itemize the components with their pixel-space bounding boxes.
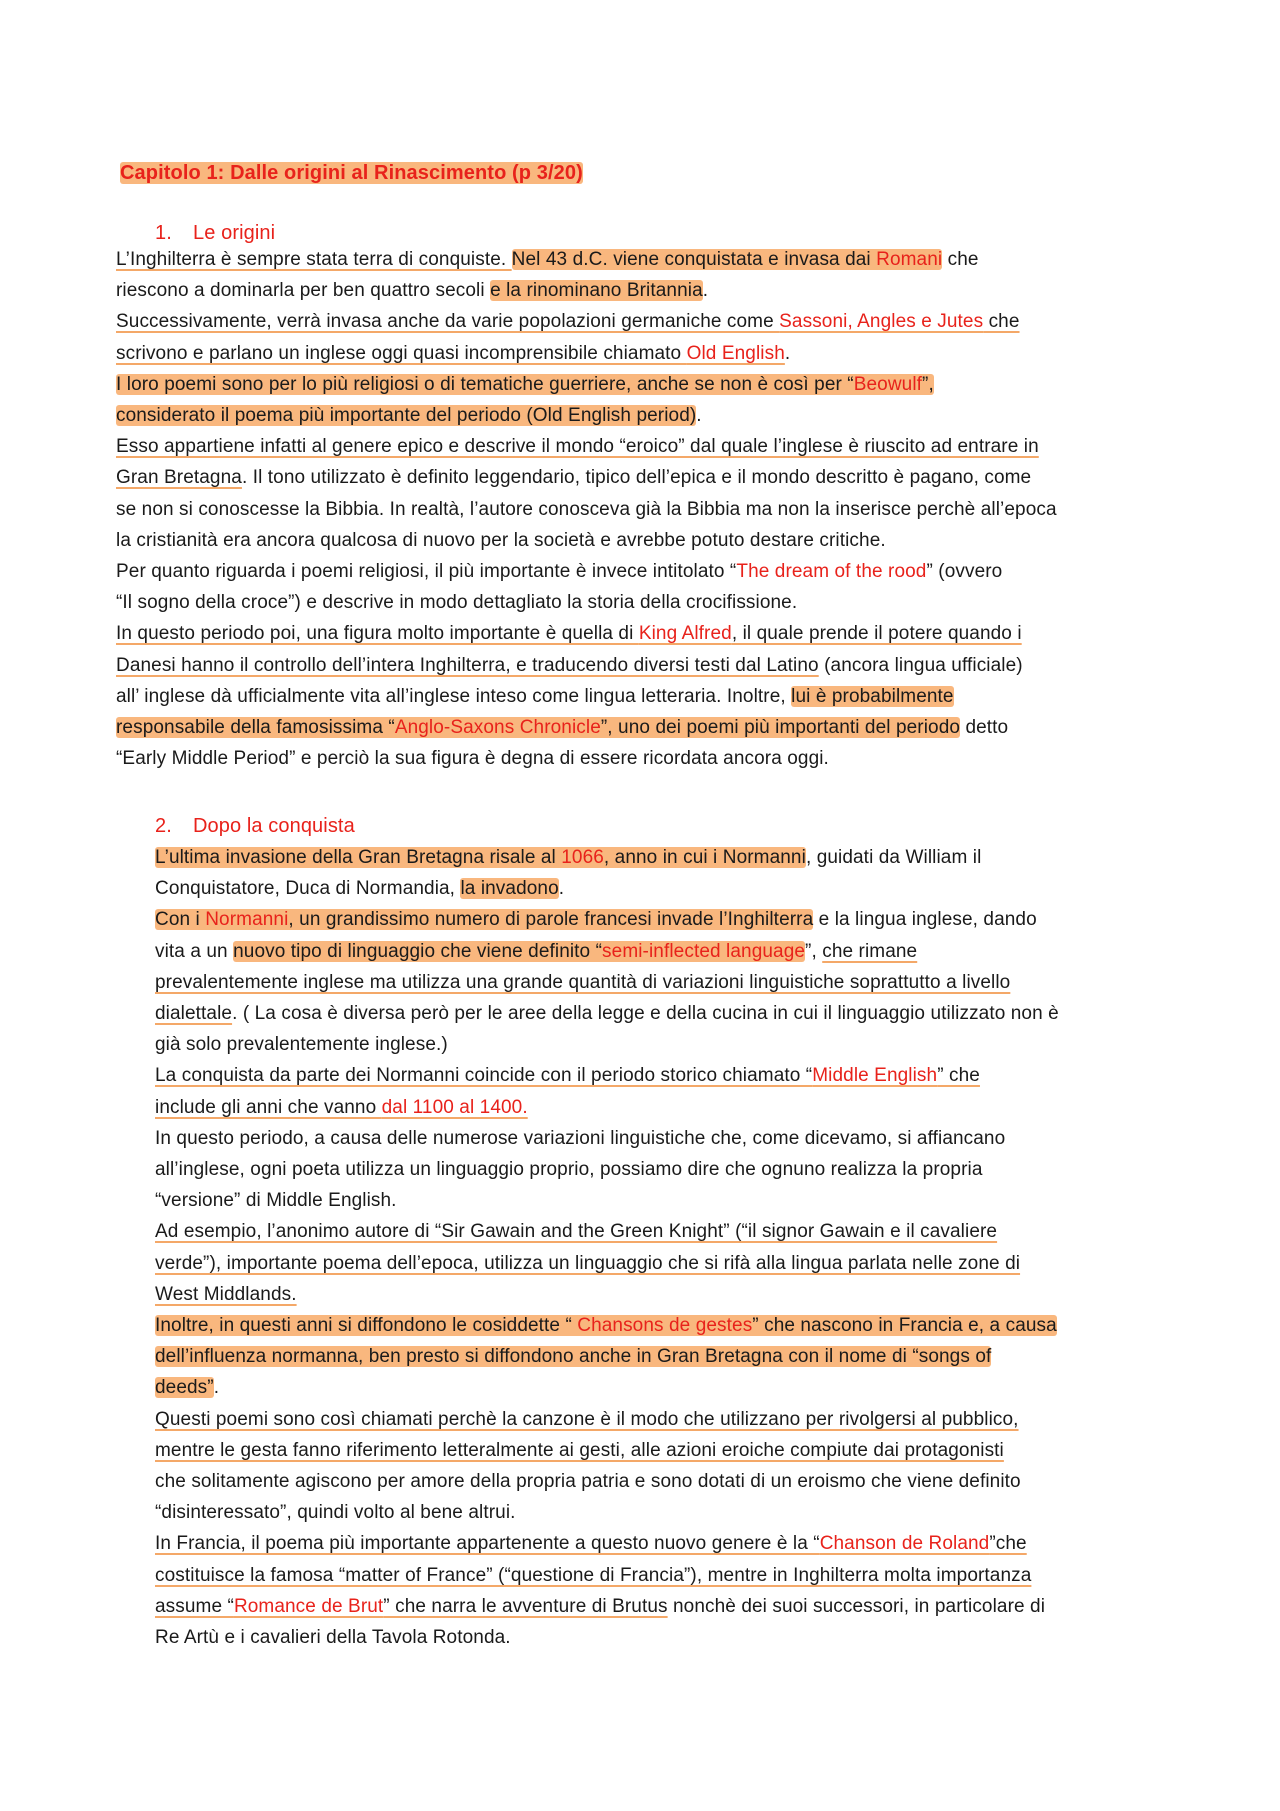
text-line: che solitamente agiscono per amore della propria patria e sono dotati di un eroismo che viene definito — [155, 1471, 1021, 1493]
text-line: In questo periodo, a causa delle numerose variazioni linguistiche che, come dicevamo, si affiancano — [155, 1127, 1006, 1149]
section-2-body — [155, 842, 1185, 1653]
text-line: considerato il poema più importante del periodo (Old English period). — [116, 405, 702, 427]
text-line: L’ultima invasione della Gran Bretagna risale al 1066, anno in cui i Normanni, guidati da William il — [155, 847, 982, 868]
text-line: Con i Normanni, un grandissimo numero di parole francesi invade l’Inghilterra e la lingua inglese, dando — [155, 909, 1037, 931]
text-line: deeds”. — [155, 1377, 220, 1399]
text-line: La conquista da parte dei Normanni coincide con il periodo storico chiamato “Middle English” che — [155, 1065, 980, 1087]
title-text: Capitolo 1: Dalle origini al Rinascimento (p 3/20) — [120, 162, 583, 184]
text-line: In Francia, il poema più importante appartenente a questo nuovo genere è la “Chanson de Roland”che — [155, 1533, 1027, 1555]
text-line: Danesi hanno il controllo dell’intera Inghilterra, e traducendo diversi testi dal Latino (ancora lingua ufficiale) — [116, 654, 1023, 676]
text-line: responsabile della famosissima “Anglo-Saxons Chronicle”, uno dei poemi più importanti del periodo detto — [116, 717, 1009, 739]
text-line: all’ inglese dà ufficialmente vita all’inglese inteso come lingua letteraria. Inoltre, lui è probabilmente — [116, 685, 954, 707]
text-line: già solo prevalentemente inglese.) — [155, 1034, 448, 1056]
text-line: Gran Bretagna. Il tono utilizzato è definito leggendario, tipico dell’epica e il mondo descritto è pagano, come — [116, 467, 1032, 489]
text-line: include gli anni che vanno dal 1100 al 1400. — [155, 1096, 528, 1118]
text-line: Successivamente, verrà invasa anche da varie popolazioni germaniche come Sassoni, Angles e Jutes che — [116, 311, 1020, 333]
section-title: Le origini — [193, 222, 276, 244]
text-line: se non si conoscesse la Bibbia. In realtà, l’autore conosceva già la Bibbia ma non la inserisce perchè all’epoca — [116, 498, 1057, 520]
text-line: “versione” di Middle English. — [155, 1190, 397, 1212]
page-title — [120, 158, 583, 189]
section-title: Dopo la conquista — [193, 815, 355, 837]
text-line: prevalentemente inglese ma utilizza una grande quantità di variazioni linguistiche soprattutto a livello — [155, 971, 1011, 993]
text-line: dell’influenza normanna, ben presto si diffondono anche in Gran Bretagna con il nome di “songs of — [155, 1346, 992, 1368]
text-line: Re Artù e i cavalieri della Tavola Rotonda. — [155, 1627, 511, 1649]
text-line: scrivono e parlano un inglese oggi quasi incomprensibile chiamato Old English. — [116, 342, 791, 364]
section-number: 2. — [155, 815, 172, 837]
text-line: Questi poemi sono così chiamati perchè la canzone è il modo che utilizzano per rivolgersi al pubblico, — [155, 1408, 1019, 1430]
text-line: I loro poemi sono per lo più religiosi o di tematiche guerriere, anche se non è così per “Beowulf”, — [116, 373, 934, 395]
text-line: la cristianità era ancora qualcosa di nuovo per la società e avrebbe potuto destare critiche. — [116, 529, 886, 551]
text-line: West Middlands. — [155, 1283, 297, 1305]
text-line: verde”), importante poema dell’epoca, utilizza un linguaggio che si rifà alla lingua parlata nelle zone di — [155, 1252, 1021, 1274]
text-line: costituisce la famosa “matter of France” (“questione di Francia”), mentre in Inghilterra molta importanza — [155, 1564, 1032, 1586]
text-line: Per quanto riguarda i poemi religiosi, il più importante è invece intitolato “The dream of the rood” (ovvero — [116, 561, 1003, 583]
section-heading-2 — [155, 811, 355, 842]
section-number: 1. — [155, 222, 172, 244]
text-line: Esso appartiene infatti al genere epico e descrive il mondo “eroico” dal quale l’inglese è riuscito ad entrare in — [116, 436, 1039, 458]
text-line: vita a un nuovo tipo di linguaggio che viene definito “semi-inflected language”, che rimane — [155, 940, 918, 962]
text-line: assume “Romance de Brut” che narra le avventure di Brutus nonchè dei suoi successori, in particolare di — [155, 1595, 1046, 1617]
text-line: Ad esempio, l’anonimo autore di “Sir Gawain and the Green Knight” (“il signor Gawain e il cavaliere — [155, 1221, 998, 1243]
text-line: Conquistatore, Duca di Normandia, la invadono. — [155, 878, 565, 900]
text-line: “Early Middle Period” e perciò la sua figura è degna di essere ricordata ancora oggi. — [116, 748, 829, 770]
text-line: In questo periodo poi, una figura molto importante è quella di King Alfred, il quale prende il potere quando i — [116, 623, 1022, 645]
text-line: “disinteressato”, quindi volto al bene altrui. — [155, 1502, 516, 1524]
section-1-body — [116, 244, 1186, 774]
text-line: riescono a dominarla per ben quattro secoli e la rinominano Britannia. — [116, 280, 709, 302]
text-line: “Il sogno della croce”) e descrive in modo dettagliato la storia della crocifissione. — [116, 592, 798, 614]
text-line: all’inglese, ogni poeta utilizza un linguaggio proprio, possiamo dire che ognuno realizza la propria — [155, 1159, 983, 1181]
text-line: mentre le gesta fanno riferimento letteralmente ai gesti, alle azioni eroiche compiute dai protagonisti — [155, 1439, 1004, 1461]
text-line: Inoltre, in questi anni si diffondono le cosiddette “ Chansons de gestes” che nascono in Francia e, a causa — [155, 1315, 1057, 1337]
text-line: L’Inghilterra è sempre stata terra di conquiste. Nel 43 d.C. viene conquistata e invasa dai Romani che — [116, 249, 979, 270]
text-line: dialettale. ( La cosa è diversa però per le aree della legge e della cucina in cui il linguaggio utilizzato non è — [155, 1003, 1059, 1025]
